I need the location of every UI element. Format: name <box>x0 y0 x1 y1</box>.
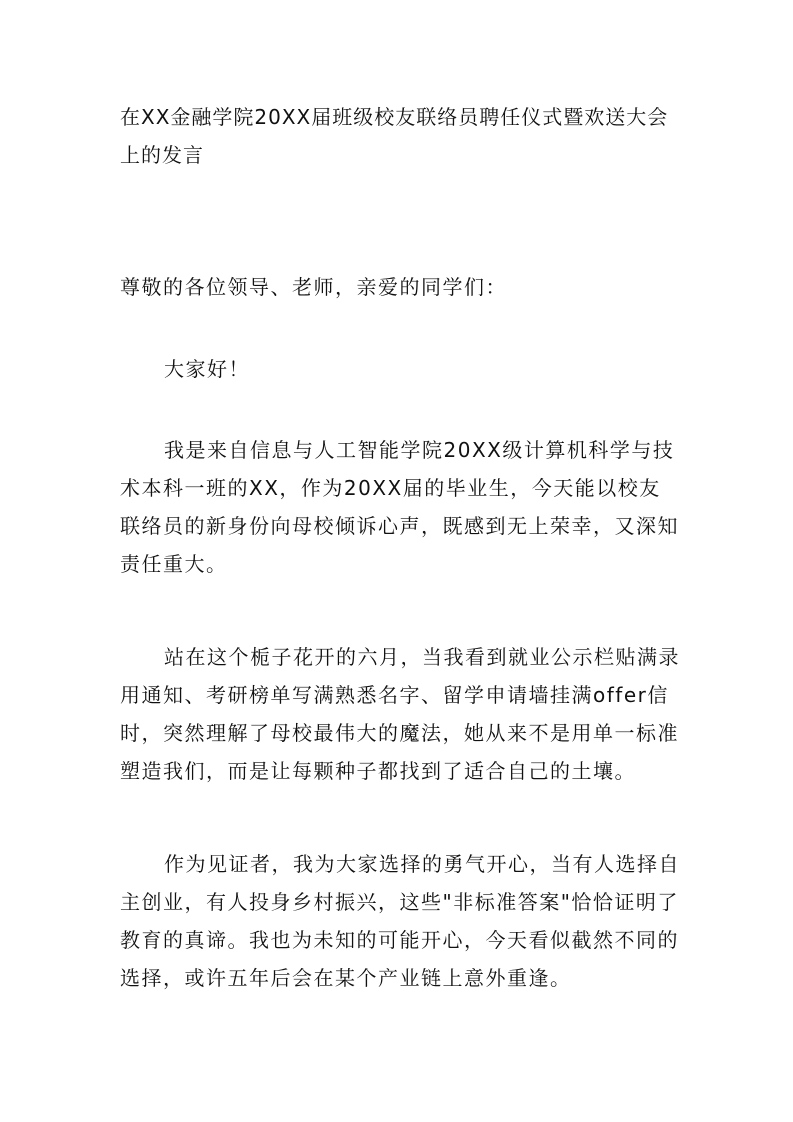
salutation: 尊敬的各位领导、老师，亲爱的同学们： <box>120 275 507 299</box>
greeting: 大家好！ <box>164 357 250 381</box>
body-paragraph: 站在这个栀子花开的六月，当我看到就业公示栏贴满录用通知、考研榜单写满熟悉名字、留学申请墙挂满offer信时，突然理解了母校最伟大的魔法，她从来不是用单一标准塑造我们，而是让每颗种子都找到了适合自己的土壤。 <box>120 645 680 783</box>
body-paragraph: 我是来自信息与人工智能学院20XX级计算机科学与技术本科一班的XX，作为20XX届的毕业生，今天能以校友联络员的新身份向母校倾诉心声，既感到无上荣幸，又深知责任重大。 <box>120 438 679 576</box>
body-paragraph: 作为见证者，我为大家选择的勇气开心，当有人选择自主创业，有人投身乡村振兴，这些"非标准答案"恰恰证明了教育的真谛。我也为未知的可能开心，今天看似截然不同的选择，或许五年后会在某个产业链上意外重逢。 <box>120 852 680 990</box>
document-title: 在XX金融学院20XX届班级校友联络员聘任仪式暨欢送大会上的发言 <box>120 105 669 167</box>
